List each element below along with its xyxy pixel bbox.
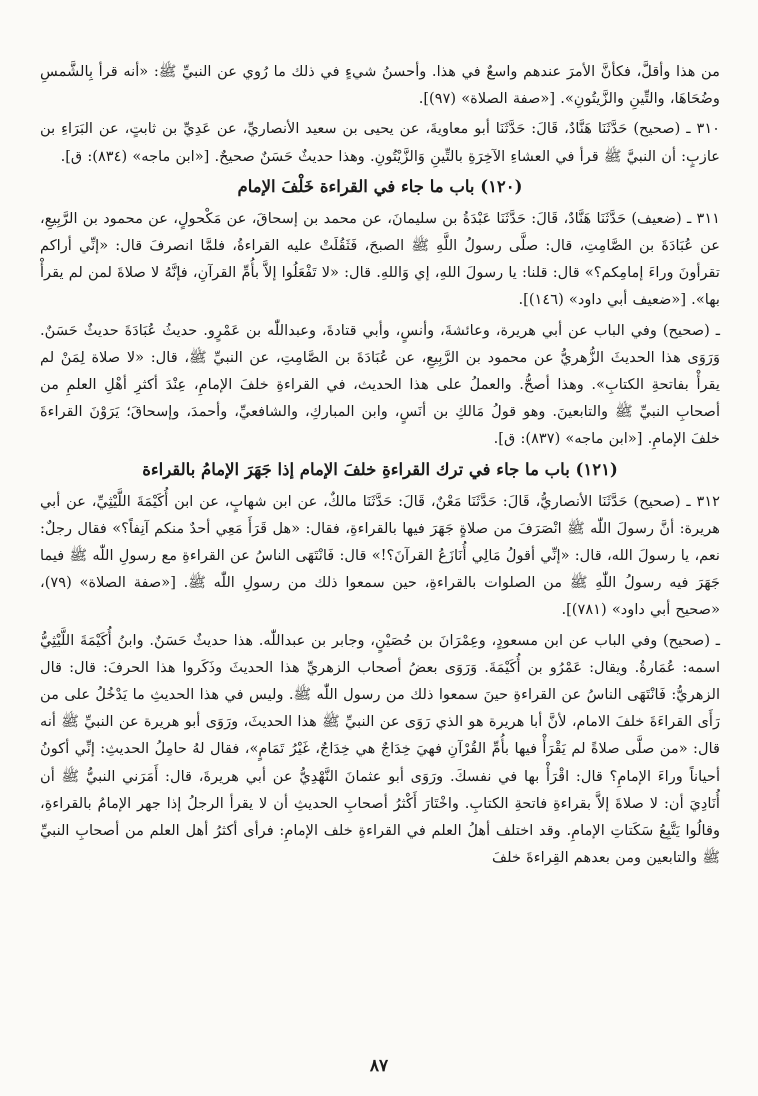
chapter-heading-120: (١٢٠) باب ما جاء في القراءة خَلْفَ الإمام — [237, 176, 523, 196]
hadith-311: ٣١١ ـ (ضعيف) حَدَّثَنَا هَنَّادٌ، قَالَ: حَدَّثَنَا عَبْدَةُ بن سليمانَ، عن محمد بن إسحاقَ، عن مَكْحولٍ، عن محمود بن الرَّبِيعِ، عن عُبَادَةَ بن الصَّامِتِ، قال: صلَّى رسولُ اللَّهِ ﷺ الصبحَ، فَثَقُلَتْ عليه القراءةُ، فلمَّا انصرفَ قال: «إنِّي أراكم تقرأونَ وراءَ إمامِكم؟» قال: قلنا: يا رسولَ اللهِ، إي وَاللهِ. قال: «لا تَفْعَلُوا إلاَّ بأُمِّ القرآنِ، فإنَّهُ لا صلاةَ لمن لم يقرأْ بها». [«ضعيف أبي داود» (١٤٦)]. — [40, 209, 720, 309]
hadith-310: ٣١٠ ـ (صحيح) حَدَّثَنَا هَنَّادٌ، قَالَ: حَدَّثَنَا أبو معاويةَ، عن يحيى بن سعيد الأنصاريِّ، عن عَدِيِّ بن ثابتٍ، عن البَرَاءِ بن عازبٍ: أن النبيَّ ﷺ قرأ في العشاءِ الآخِرَةِ بالتِّينِ وَالزَّيْتُونِ. وهذا حديثٌ حَسَنٌ صحيحٌ. [«ابن ماجه» (٨٣٤): ق]. — [40, 120, 720, 165]
hadith-312: ٣١٢ ـ (صحيح) حَدَّثَنَا الأنصاريُّ، قَالَ: حَدَّثَنَا مَعْنٌ، قَالَ: حَدَّثَنَا مالكٌ، عن ابن شهابٍ، عن ابن أُكَيْمَةَ اللَّيْثِيِّ، عن أبي هريرة: أنَّ رسولَ اللّٰه ﷺ انْصَرَفَ من صلاةٍ جَهَرَ فيها بالقراءةِ، فقال: «هل قَرَأَ مَعِي أحدٌ منكم آنِفاً؟» فقال رجلٌ: نعم، يا رسولَ الله، قال: «إنِّي أقولُ مَالِي أُنَازَعُ القرآنَ؟!» قال: فَانْتَهَى الناسُ عن القراءةِ مع رسولِ اللّٰه ﷺ فيما جَهَرَ فيه رسولُ اللّٰهِ ﷺ من الصلوات بالقراءةِ، حين سمعوا ذلك من رسولِ اللّٰه ﷺ. [«صفة الصلاة» (٧٩)، «صحيح أبي داود» (٧٨١)]. — [40, 492, 720, 619]
page-number: ٨٧ — [369, 1056, 389, 1076]
paragraph-continuation: من هذا وأقلَّ، فكأنَّ الأمرَ عندهم واسعٌ في هذا. وأحسنُ شيءٍ في ذلك ما رُوي عن النبيِّ ﷺ: «أنه قرأ بِالشَّمسِ وضُحَاهَا، والتِّينِ والزَّيتُونِ». [«صفة الصلاة» (٩٧)]. — [40, 63, 720, 108]
commentary-312: ـ (صحيح) وفي الباب عن ابن مسعودٍ، وعِمْرَانَ بن حُصَيْنٍ، وجابر بن عبداللّٰه. هذا حديثٌ حَسَنٌ. وابنُ أُكَيْمَةَ اللَّيْثِيُّ اسمه: عُمَارةُ. ويقال: عَمْرُو بن أُكَيْمَةَ. وَرَوَى بعضُ أصحاب الزهريِّ هذا الحديثَ وذَكَروا هذا الحرفَ: قال: قال الزهريُّ: فَانْتَهَى الناسُ عن القراءةِ حينَ سمعوا ذلك من رسول اللّٰه ﷺ. وليس في هذا الحديثِ ما يَدْخُلُ على من رَأَى القراءَةَ خلفَ الامام، لأنَّ أبا هريرة هو الذي رَوَى عن النبيِّ ﷺ هذا الحديثَ، ورَوَى أبو هريرة عن النبيِّ ﷺ أنه قال: «من صلَّى صلاةً لم يَقْرَأْ فيها بأُمِّ القُرْآنِ فهيَ خِدَاجٌ هي خِدَاجٌ، غَيْرُ تَمَامٍ»، فقال لهُ حامِلُ الحديثِ: إنِّي أكونُ أحياناً وراءَ الإمامِ؟ قال: اقْرَأْ بها في نفسكَ. ورَوَى أبو عثمانَ النَّهْدِيُّ عن أبي هريرةَ، قال: أَمَرَني النبيُّ ﷺ أن أُنَادِيَ أن: لا صلاةَ إلاَّ بقراءةِ فاتحةِ الكتابِ. واخْتَارَ أَكْثرُ أصحابِ الحديثِ أن لا يقرأ الرجلُ إذا جهر الإمامُ بالقراءةِ، وقالُوا يَتَّبِعُ سَكَتاتِ الإمامِ. وقد اختلف أهلُ العلم في القراءةِ خلف الإمامِ: فرأى أكثرُ أهل العلم من أصحابِ النبيِّ ﷺ والتابعين ومن بعدهم القِراءةَ خلفَ — [40, 631, 720, 867]
commentary-311: ـ (صحيح) وفي الباب عن أبي هريرة، وعائشةَ، وأنسٍ، وأبي قتادةَ، وعبداللّٰه بن عَمْرٍو. حديثُ عُبَادَةَ حديثٌ حَسَنٌ. وَرَوَى هذا الحديثَ الزُّهريُّ عن محمود بن الرَّبِيعِ، عن عُبَادَةَ بن الصَّامِتِ، عن النبيِّ ﷺ، قال: «لا صلاة لِمَنْ لم يقرأْ بفاتحةِ الكتابِ». وهذا أصحُّ. والعملُ على هذا الحديث، في القراءةِ خلفَ الإمامِ، عِنْدَ أكثرِ أهْلِ العلمِ من أصحابِ النبيِّ ﷺ والتابعينَ. وهو قولُ مَالكِ بن أنَسٍ، وابن المباركِ، والشافعيِّ، وأحمدَ، وإسحاقَ؛ يَرَوْنَ القراءةَ خلفَ الإمامِ. [«ابن ماجه» (٨٣٧): ق]. — [40, 321, 720, 448]
page-body — [40, 58, 720, 871]
chapter-heading-121: (١٢١) باب ما جاء في ترك القراءةِ خلفَ الإمام إذا جَهَرَ الإمامُ بالقراءة — [142, 459, 618, 479]
